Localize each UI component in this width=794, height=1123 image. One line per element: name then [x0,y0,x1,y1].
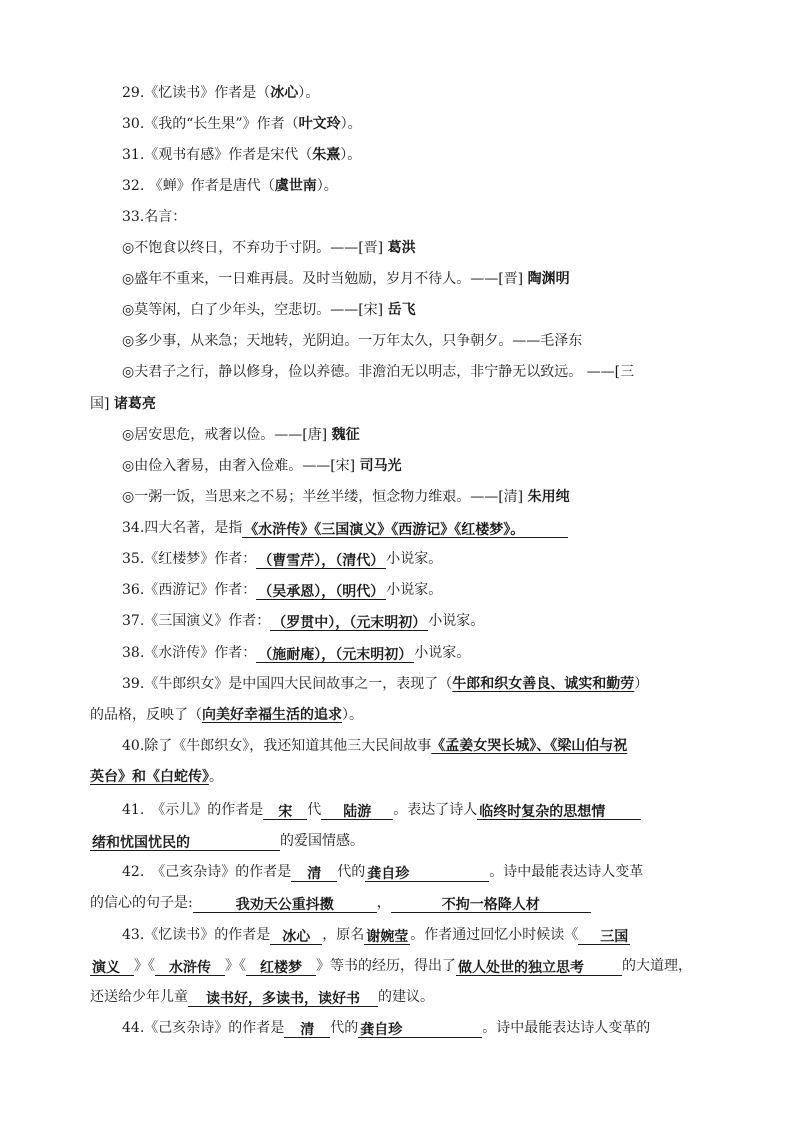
q38-blank [256,645,414,663]
q40-end: 。 [209,769,223,785]
q41-answer-author: 陆游 [343,804,372,820]
q31-text: 31.《观书有感》作者是宋代（ [122,147,313,163]
q41-text-3: 。表达了诗人 [393,802,478,818]
q34-blank [242,520,568,538]
item-33-title: 33.名言： [122,209,187,225]
q41-text-2: 代 [307,802,322,818]
q35-text: 35.《红楼梦》作者： [122,551,257,567]
q31-answer: 朱熹 [312,147,341,163]
q43-text-7: 的大道理， [622,958,692,974]
q43-blank-1 [270,927,322,945]
q40-answer-1: 《孟姜女哭长城》、《梁山伯与祝 [431,738,628,754]
q39-text-2: 的品格，反映了（ [90,707,202,723]
q35-answer: （曹雪芹），（清代） [258,553,385,569]
item-35 [122,549,442,569]
q42-text-4: 的信心的句子是: [90,895,193,911]
item-40-line2 [90,767,223,787]
item-42-line1 [122,862,643,882]
q34-text: 34.四大名著，是指 [122,520,243,536]
quote-3-text: ◎莫等闲，白了少年头，空悲切。——[宋] [122,302,388,318]
item-42-line2 [90,893,591,913]
quote-2-author: 陶渊明 [527,271,570,287]
q43-text-6: 》等书的经历，得出了 [316,958,456,974]
q36-blank [256,582,386,600]
item-30 [122,114,362,134]
item-39-line1 [122,674,648,694]
q36-text: 36.《西游记》作者： [122,582,257,598]
quote-1-text: ◎不饱食以终日，不弃功于寸阴。——[晋] [122,240,388,256]
quote-3-author: 岳飞 [387,302,416,318]
q39-paren: ） [634,676,649,692]
q42-blank-3 [193,895,377,913]
q43-blank-4 [90,958,134,976]
q42-comma: ， [376,895,391,911]
q37-answer: （罗贯中），（元末明初） [272,615,427,631]
q43-text-2: ，原名 [322,927,365,943]
item-39-line2 [90,705,363,725]
item-43-line3 [90,987,434,1007]
quote-6-text: ◎居安思危，戒奢以俭。——[唐] [122,427,332,443]
q43-answer-book-2: 水浒传 [169,960,211,976]
quote-6-author: 魏征 [331,427,360,443]
item-37 [122,611,484,631]
q42-blank-1 [291,864,337,882]
q32-end: ）。 [316,178,338,194]
q36-end: 小说家。 [386,582,443,598]
q41-text: 41. 《示儿》的作者是 [122,802,264,818]
q42-text-3: 。诗中最能表达诗人变革 [489,864,644,880]
quote-4: ◎多少事，从来急；天地转，光阴迫。一万年太久，只争朝夕。——毛泽东 [122,333,583,349]
q30-end: ）。 [340,116,362,132]
q43-blank-2 [364,927,410,945]
item-36 [122,580,442,600]
item-41-line1 [122,800,641,820]
q35-end: 小说家。 [386,551,443,567]
q40-answer-2: 英台》和《白蛇传》 [90,769,209,785]
q29-answer: 冰心 [270,85,299,101]
item-44 [122,1018,650,1038]
quote-8-author: 朱用纯 [527,489,570,505]
q31-end: ）。 [340,147,362,163]
quote-3 [122,300,416,320]
q44-text: 44.《己亥杂诗》的作者是 [122,1020,285,1036]
item-43-line2 [90,956,692,976]
quote-5-line1: ◎夫君子之行，静以修身，俭以养德。非澹泊无以明志，非宁静无以致远。 ——[三 [122,364,635,380]
quote-5-line2 [90,394,156,414]
quote-8-text: ◎一粥一饭，当思来之不易；半丝半缕，恒念物力维艰。——[清] [122,489,528,505]
q29-text: 29.《忆读书》作者是（ [122,85,271,101]
q37-text: 37.《三国演义》作者： [122,613,271,629]
q32-answer: 虞世南 [274,178,317,194]
q39-end: ）。 [342,707,363,723]
q30-answer: 叶文玲 [298,116,341,132]
q39-answer-1: 牛郎和织女善良、诚实和勤劳 [452,676,635,692]
item-34 [122,518,568,538]
quote-5-text: 国] [90,396,114,412]
q42-text: 42. 《己亥杂诗》的作者是 [122,864,292,880]
q43-answer-author: 冰心 [282,929,311,945]
q38-end: 小说家。 [414,645,471,661]
q44-text-2: 代的 [330,1020,359,1036]
item-43-line1 [122,925,630,945]
q41-blank-4 [90,833,280,851]
q37-blank [270,613,428,631]
quote-7-text: ◎由俭入奢易，由奢入俭难。——[宋] [122,458,360,474]
q43-answer-book-3: 红楼梦 [260,960,302,976]
quote-2-text: ◎盛年不重来，一日难再晨。及时当勉励，岁月不待人。——[晋] [122,271,528,287]
quote-6 [122,425,360,445]
q43-blank-6 [246,958,316,976]
q43-text: 43.《忆读书》的作者是 [122,927,271,943]
q34-answer: 《水浒传》《三国演义》《西游记》《红楼梦》。 [244,522,525,538]
q42-answer-dynasty: 清 [307,866,322,882]
q37-end: 小说家。 [428,613,485,629]
q41-answer-dynasty: 宋 [278,804,293,820]
item-41-line2 [90,831,364,851]
q44-answer-author: 龚自珍 [360,1022,403,1038]
q35-blank [256,551,386,569]
item-40-line1 [122,736,627,756]
q42-answer-line-2: 不拘一格降人材 [441,897,540,913]
quote-5-author: 诸葛亮 [113,396,156,412]
q38-answer: （施耐庵），（元末明初） [258,647,413,663]
item-32 [122,176,338,196]
q29-end: ）。 [298,85,320,101]
q41-answer-emotion-2: 绪和忧国忧民的 [92,835,190,851]
q43-blank-8 [188,989,378,1007]
quote-8 [122,487,570,507]
q43-answer-book-1a: 三国 [600,929,629,945]
q38-text: 38.《水浒传》作者： [122,645,257,661]
q43-blank-5 [155,958,225,976]
q44-blank-2 [358,1020,482,1038]
q43-blank-3 [578,927,630,945]
q42-blank-4 [391,895,591,913]
q43-text-5: 》《 [225,958,246,974]
q32-text: 32. 《蝉》作者是唐代（ [122,178,275,194]
quote-1-author: 葛洪 [387,240,416,256]
quote-7-author: 司马光 [359,458,402,474]
q39-text: 39.《牛郎织女》是中国四大民间故事之一，表现了（ [122,676,453,692]
q44-answer-dynasty: 清 [300,1022,315,1038]
q36-answer: （吴承恩），（明代） [258,584,385,600]
q42-text-2: 代的 [337,864,366,880]
q43-text-4: 》《 [134,958,155,974]
q44-text-3: 。诗中最能表达诗人变革的 [482,1020,651,1036]
quote-1 [122,238,416,258]
q30-text: 30.《我的“长生果”》作者（ [122,116,299,132]
q41-end: 的爱国情感。 [280,833,364,849]
q40-text: 40.除了《牛郎织女》，我还知道其他三大民间故事 [122,738,432,754]
q43-text-8: 还送给少年儿童 [90,989,188,1005]
q43-end: 的建议。 [378,989,434,1005]
q42-answer-author: 龚自珍 [367,866,410,882]
q44-blank-1 [284,1020,330,1038]
q43-answer-realname: 谢婉莹 [366,929,409,945]
q41-blank-3 [477,802,641,820]
q43-answer-lesson: 做人处世的独立思考 [458,960,584,976]
quote-7 [122,456,402,476]
quote-2 [122,269,570,289]
q43-blank-7 [456,958,622,976]
q43-text-3: 。作者通过回忆小时候读《 [410,927,579,943]
q39-answer-2: 向美好幸福生活的追求 [202,707,342,723]
q43-answer-advice: 读书好，多读书，读好书 [206,991,360,1007]
q42-blank-2 [365,864,489,882]
q41-blank-1 [263,802,307,820]
q42-answer-line-1: 我劝天公重抖擞 [235,897,334,913]
item-31 [122,145,361,165]
q41-answer-emotion: 临终时复杂的思想情 [479,804,606,820]
q43-answer-book-1b: 演义 [92,960,120,976]
item-29 [122,83,319,103]
q41-blank-2 [321,802,393,820]
item-38 [122,643,470,663]
